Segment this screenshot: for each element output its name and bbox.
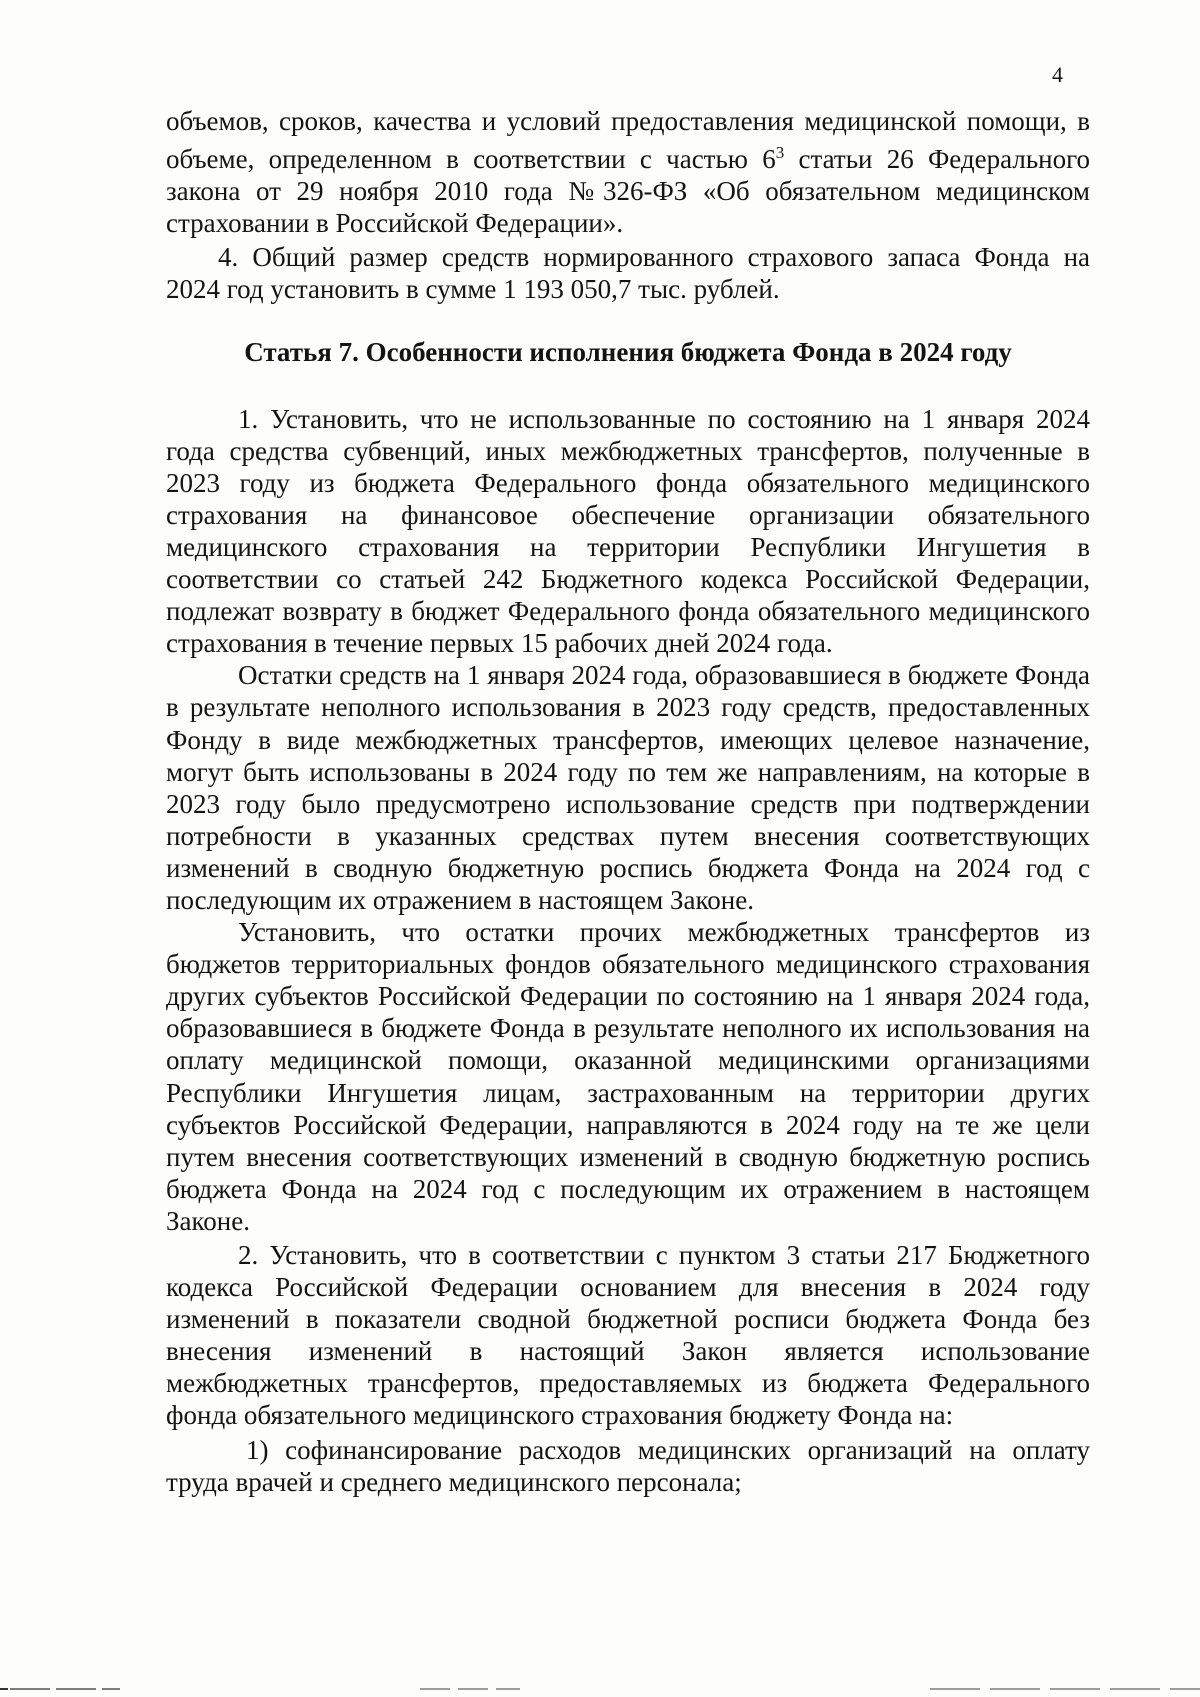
page-bottom-rule [0, 1682, 1200, 1697]
paragraph-remainders: Остатки средств на 1 января 2024 года, образовавшиеся в бюджете Фонда в результате неполного использования в 2023 году средств, предоставленных Фонду в виде межбюджетных трансфертов, имеющих целевое назначение, могут быть использованы в 2024 году по тем же направлениям, на которые в 2023 году было предусмотрено использование средств при подтверждении потребности в указанных средствах путем внесения соответствующих изменений в сводную бюджетную роспись бюджета Фонда на 2024 год с последующим их отражением в настоящем Законе. [166, 660, 1090, 915]
paragraph-item-1: 1. Установить, что не использованные по состоянию на 1 января 2024 года средства субвенций, иных межбюджетных трансфертов, полученные в 2023 году из бюджета Федерального фонда обязательного медицинского страхования на финансовое обеспечение организации обязательного медицинского страхования на территории Республики Ингушетия в соответствии со статьей 242 Бюджетного кодекса Российской Федерации, подлежат возврату в бюджет Федерального фонда обязательного медицинского страхования в течение первых 15 рабочих дней 2024 года. [166, 403, 1090, 659]
paragraph-text: объемов, сроков, качества и условий предоставления медицинской помощи, в объеме, определенном в соответствии с частью 6 [166, 106, 1090, 175]
paragraph-continuation [166, 105, 1090, 239]
superscript: 3 [775, 143, 785, 163]
document-body [166, 105, 1090, 1498]
paragraph-item-2: 2. Установить, что в соответствии с пунктом 3 статьи 217 Бюджетного кодекса Российской Федерации основанием для внесения в 2024 году изменений в показатели сводной бюджетной росписи бюджета Фонда без внесения изменений в настоящий Закон является использование межбюджетных трансфертов, предоставляемых из бюджета Федерального фонда обязательного медицинского страхования бюджету Фонда на: [166, 1240, 1090, 1431]
paragraph-text: статьи 26 Федерального закона от 29 ноября 2010 года №326-ФЗ «Об обязательном медицинском страховании в Российской Федерации». [166, 144, 1091, 239]
paragraph-item-4: 4. Общий размер средств нормированного страхового запаса Фонда на 2024 год установить в сумме 1 193 050,7 тыс. рублей. [166, 242, 1090, 305]
paragraph-other-transfers: Установить, что остатки прочих межбюджетных трансфертов из бюджетов территориальных фондов обязательного медицинского страхования других субъектов Российской Федерации по состоянию на 1 января 2024 года, образовавшиеся в бюджете Фонда в результате неполного их использования на оплату медицинской помощи, оказанной медицинскими организациями Республики Ингушетия лицам, застрахованным на территории других субъектов Российской Федерации, направляются в 2024 году на те же цели путем внесения соответствующих изменений в сводную бюджетную роспись бюджета Фонда на 2024 год с последующим их отражением в настоящем Законе. [166, 917, 1090, 1236]
paragraph-subitem-1: 1) софинансирование расходов медицинских организаций на оплату труда врачей и среднего медицинского персонала; [166, 1434, 1090, 1497]
article-heading: Статья 7. Особенности исполнения бюджета Фонда в 2024 году [244, 336, 1012, 367]
page-number: 4 [1052, 62, 1063, 87]
